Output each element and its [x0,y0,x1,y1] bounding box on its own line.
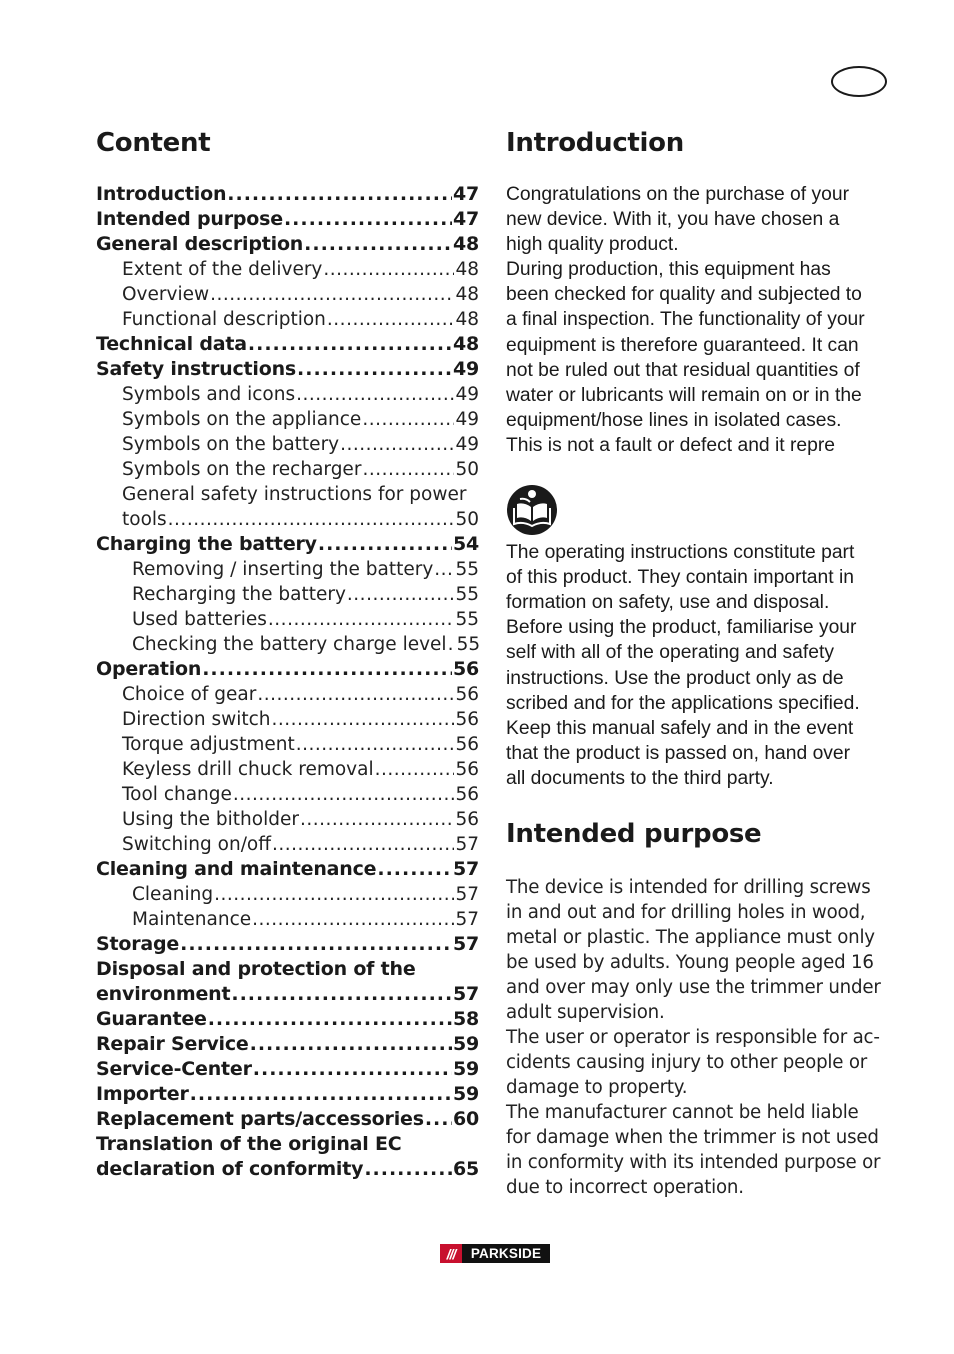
logo-brand-name: PARKSIDE [470,1246,542,1261]
text-line: that the product is passed on, hand over [506,742,851,764]
toc-leader-dots [168,507,455,532]
text-line: be used by adults. Young people aged 16 [506,951,874,973]
toc-leader-dots [190,1082,452,1107]
toc-leader-dots [210,282,454,307]
toc-entry-title: tools [122,509,167,530]
toc-entry [96,257,479,282]
toc-leader-dots [272,707,455,732]
logo-stripes: /// [440,1244,462,1263]
text-line: formation on safety, use and disposal. [506,592,830,614]
toc-entry-title: Functional description [122,309,326,330]
toc-leader-dots [297,357,452,382]
toc-leader-dots [340,432,454,457]
toc-entry-title: Symbols on the recharger [122,459,362,480]
table-of-contents [96,182,479,1182]
text-line: The user or operator is responsible for ac- [506,1026,880,1048]
toc-entry-title: environment [96,983,231,1005]
toc-entry-page: 58 [452,1008,479,1030]
toc-entry-title: Translation of the original EC [96,1133,402,1155]
toc-leader-dots [233,782,455,807]
toc-entry-page: 49 [455,434,479,455]
intended-purpose-paragraph [506,875,896,1200]
text-line: due to incorrect operation. [506,1176,744,1198]
intended-purpose-title: Intended purpose [506,818,762,849]
text-line: Before using the product, familiarise your [506,617,857,639]
toc-entry-title: Switching on/off [122,834,271,855]
toc-entry-title: Overview [122,284,210,305]
text-line: damage to property. [506,1076,688,1098]
toc-entry-title: Tool change [122,784,232,805]
toc-entry-page: 55 [455,559,479,580]
text-line: The manufacturer cannot be held liable [506,1101,859,1123]
toc-entry-page: 54 [452,533,479,555]
toc-entry-title: Cleaning [132,884,214,905]
text-line: not be ruled out that residual quantities of [506,359,860,381]
toc-leader-dots [296,732,455,757]
text-line: all documents to the third party. [506,767,774,789]
toc-entry-title: General description [96,233,304,255]
toc-entry [96,707,479,732]
toc-entry [96,1107,479,1132]
text-line: Keep this manual safely and in the event [506,717,854,739]
text-line: scribed and for the applications specified. [506,692,860,714]
text-line: Congratulations on the purchase of your [506,184,849,205]
toc-entry-page: 60 [452,1108,479,1130]
toc-entry [96,357,479,382]
toc-entry [96,882,479,907]
toc-entry [96,757,479,782]
text-line: equipment is therefore guaranteed. It can [506,334,859,356]
text-line: been checked for quality and subjected to [506,284,862,306]
toc-entry [96,407,479,432]
toc-entry-title: Symbols and icons [122,384,296,405]
toc-entry-title: Removing / inserting the battery [132,559,434,580]
toc-leader-dots [208,1007,452,1032]
toc-entry-title: Maintenance [132,909,252,930]
toc-entry-page: 57 [452,933,479,955]
read-manual-icon [506,484,558,536]
toc-entry-title: Disposal and protection of the [96,958,416,980]
toc-entry [96,182,479,207]
toc-leader-dots [375,757,455,782]
text-line: for damage when the trimmer is not used [506,1126,879,1148]
toc-leader-dots [323,257,454,282]
toc-leader-dots [231,982,452,1007]
text-line: self with all of the operating and safety [506,642,834,664]
toc-entry-title: Guarantee [96,1008,207,1030]
toc-entry-title: Cleaning and maintenance [96,858,377,880]
toc-entry [96,207,479,232]
toc-entry [96,657,479,682]
text-line: metal or plastic. The appliance must only [506,926,875,948]
toc-entry [96,582,479,607]
toc-entry-title: Torque adjustment [122,734,295,755]
toc-entry-page: 48 [455,284,479,305]
toc-leader-dots [377,857,452,882]
text-line: equipment/hose lines in isolated cases. [506,409,842,431]
toc-entry-page: 55 [455,584,479,605]
toc-entry-page: 56 [455,759,479,780]
toc-entry-title: Storage [96,933,180,955]
toc-entry [96,982,479,1007]
toc-entry-page: 57 [455,909,479,930]
introduction-paragraph [506,182,896,458]
toc-entry-page: 59 [452,1058,479,1080]
text-line: high quality product. [506,234,679,256]
toc-leader-dots [284,207,452,232]
toc-entry [96,682,479,707]
toc-entry-title: Symbols on the battery [122,434,340,455]
text-line: This is not a fault or defect and it repre [506,434,836,456]
toc-entry-page: 57 [452,983,479,1005]
toc-entry-title: Using the bitholder [122,809,299,830]
toc-leader-dots [253,1057,452,1082]
toc-entry-page: 57 [455,834,479,855]
toc-entry-page: 55 [456,634,481,655]
toc-leader-dots [252,907,454,932]
instructions-paragraph [506,540,896,791]
toc-leader-dots [362,457,454,482]
text-line: cidents causing injury to other people or [506,1051,868,1073]
toc-entry-title: Direction switch [122,709,271,730]
toc-entry [96,432,479,457]
toc-entry-title: Importer [96,1083,189,1105]
toc-entry-page: 49 [455,384,479,405]
toc-entry [96,632,479,657]
text-line: in and out and for drilling holes in wood, [506,901,866,923]
content-title: Content [96,128,211,158]
toc-entry-title: Repair Service [96,1033,249,1055]
toc-entry [96,932,479,957]
toc-entry [96,1132,479,1157]
toc-entry-title: Operation [96,658,202,680]
text-line: instructions. Use the product only as de [506,667,844,689]
toc-leader-dots [248,332,452,357]
toc-entry-page: 50 [455,459,479,480]
text-line: adult supervision. [506,1001,665,1023]
toc-leader-dots [425,1107,452,1132]
toc-entry-title: Replacement parts/accessories [96,1108,424,1130]
toc-entry-title: Service-Center [96,1058,252,1080]
toc-entry-page: 50 [455,509,479,530]
text-line: The operating instructions constitute part [506,542,855,564]
toc-entry-title: General safety instructions for power [122,484,467,505]
toc-entry-page: 47 [452,208,479,230]
toc-leader-dots [300,807,454,832]
language-badge [831,66,887,97]
toc-entry [96,557,479,582]
toc-entry [96,482,479,507]
toc-entry [96,1032,479,1057]
toc-entry-title: Recharging the battery [132,584,346,605]
toc-entry [96,907,479,932]
content-column [96,126,479,1182]
toc-entry [96,457,479,482]
toc-entry-page: 49 [452,358,479,380]
toc-entry [96,332,479,357]
toc-leader-dots [180,932,452,957]
toc-entry [96,732,479,757]
toc-entry-page: 56 [455,734,479,755]
toc-entry [96,857,479,882]
toc-entry-page: 56 [455,809,479,830]
toc-leader-dots [362,407,454,432]
toc-entry-page: 55 [455,609,479,630]
toc-entry-page: 49 [455,409,479,430]
toc-entry [96,1007,479,1032]
toc-leader-dots [434,557,454,582]
toc-entry-title: Choice of gear [122,684,257,705]
text-column [506,126,896,1200]
toc-entry-title: Symbols on the appliance [122,409,362,430]
toc-entry [96,607,479,632]
text-line: and over may only use the trimmer under [506,976,881,998]
toc-entry [96,232,479,257]
toc-entry-title: Checking the battery charge level [132,634,447,655]
toc-entry [96,1082,479,1107]
toc-entry-title: Intended purpose [96,208,283,230]
toc-entry [96,282,479,307]
toc-leader-dots [304,232,452,257]
text-line: new device. With it, you have chosen a [506,209,840,231]
toc-entry [96,807,479,832]
toc-entry [96,507,479,532]
toc-entry-page: 56 [452,658,479,680]
toc-entry-page: 48 [452,233,479,255]
toc-leader-dots [250,1032,452,1057]
text-line: water or lubricants will remain on or in the [506,384,862,406]
toc-leader-dots [364,1157,452,1182]
toc-leader-dots [296,382,454,407]
introduction-title: Introduction [506,128,684,158]
toc-entry-title: Keyless drill chuck removal [122,759,374,780]
toc-entry-page: 59 [452,1033,479,1055]
toc-entry-title: Charging the battery [96,533,317,555]
toc-leader-dots [257,682,454,707]
toc-entry [96,307,479,332]
toc-entry-title: Technical data [96,333,247,355]
text-line: of this product. They contain important in [506,567,854,589]
toc-entry-title: Safety instructions [96,358,297,380]
toc-entry [96,1057,479,1082]
toc-entry [96,382,479,407]
toc-leader-dots [272,832,454,857]
toc-leader-dots [347,582,455,607]
text-line: The device is intended for drilling screws [506,876,871,898]
toc-entry-title: declaration of conformity [96,1158,364,1180]
toc-entry [96,532,479,557]
toc-entry [96,832,479,857]
toc-entry-page: 56 [455,784,479,805]
text-line: in conformity with its intended purpose or [506,1151,881,1173]
toc-entry-page: 47 [452,183,479,205]
toc-entry-page: 56 [455,709,479,730]
toc-entry-page: 57 [452,858,479,880]
toc-leader-dots [448,632,456,657]
toc-entry-page: 48 [452,333,479,355]
toc-entry-page: 57 [455,884,479,905]
toc-entry-title: Introduction [96,183,227,205]
toc-entry-page: 56 [455,684,479,705]
toc-leader-dots [227,182,452,207]
toc-leader-dots [202,657,452,682]
parkside-logo [440,1244,550,1263]
toc-entry [96,1157,479,1182]
text-line: a final inspection. The functionality of your [506,309,865,331]
toc-leader-dots [318,532,452,557]
text-line: During production, this equipment has [506,259,831,281]
toc-entry-page: 48 [455,259,479,280]
toc-leader-dots [327,307,455,332]
toc-entry [96,957,479,982]
toc-leader-dots [214,882,454,907]
toc-entry-title: Extent of the delivery [122,259,323,280]
toc-entry-page: 59 [452,1083,479,1105]
toc-entry-title: Used batteries [132,609,267,630]
toc-entry [96,782,479,807]
toc-entry-page: 48 [455,309,479,330]
toc-leader-dots [268,607,455,632]
toc-entry-page: 65 [452,1158,479,1180]
